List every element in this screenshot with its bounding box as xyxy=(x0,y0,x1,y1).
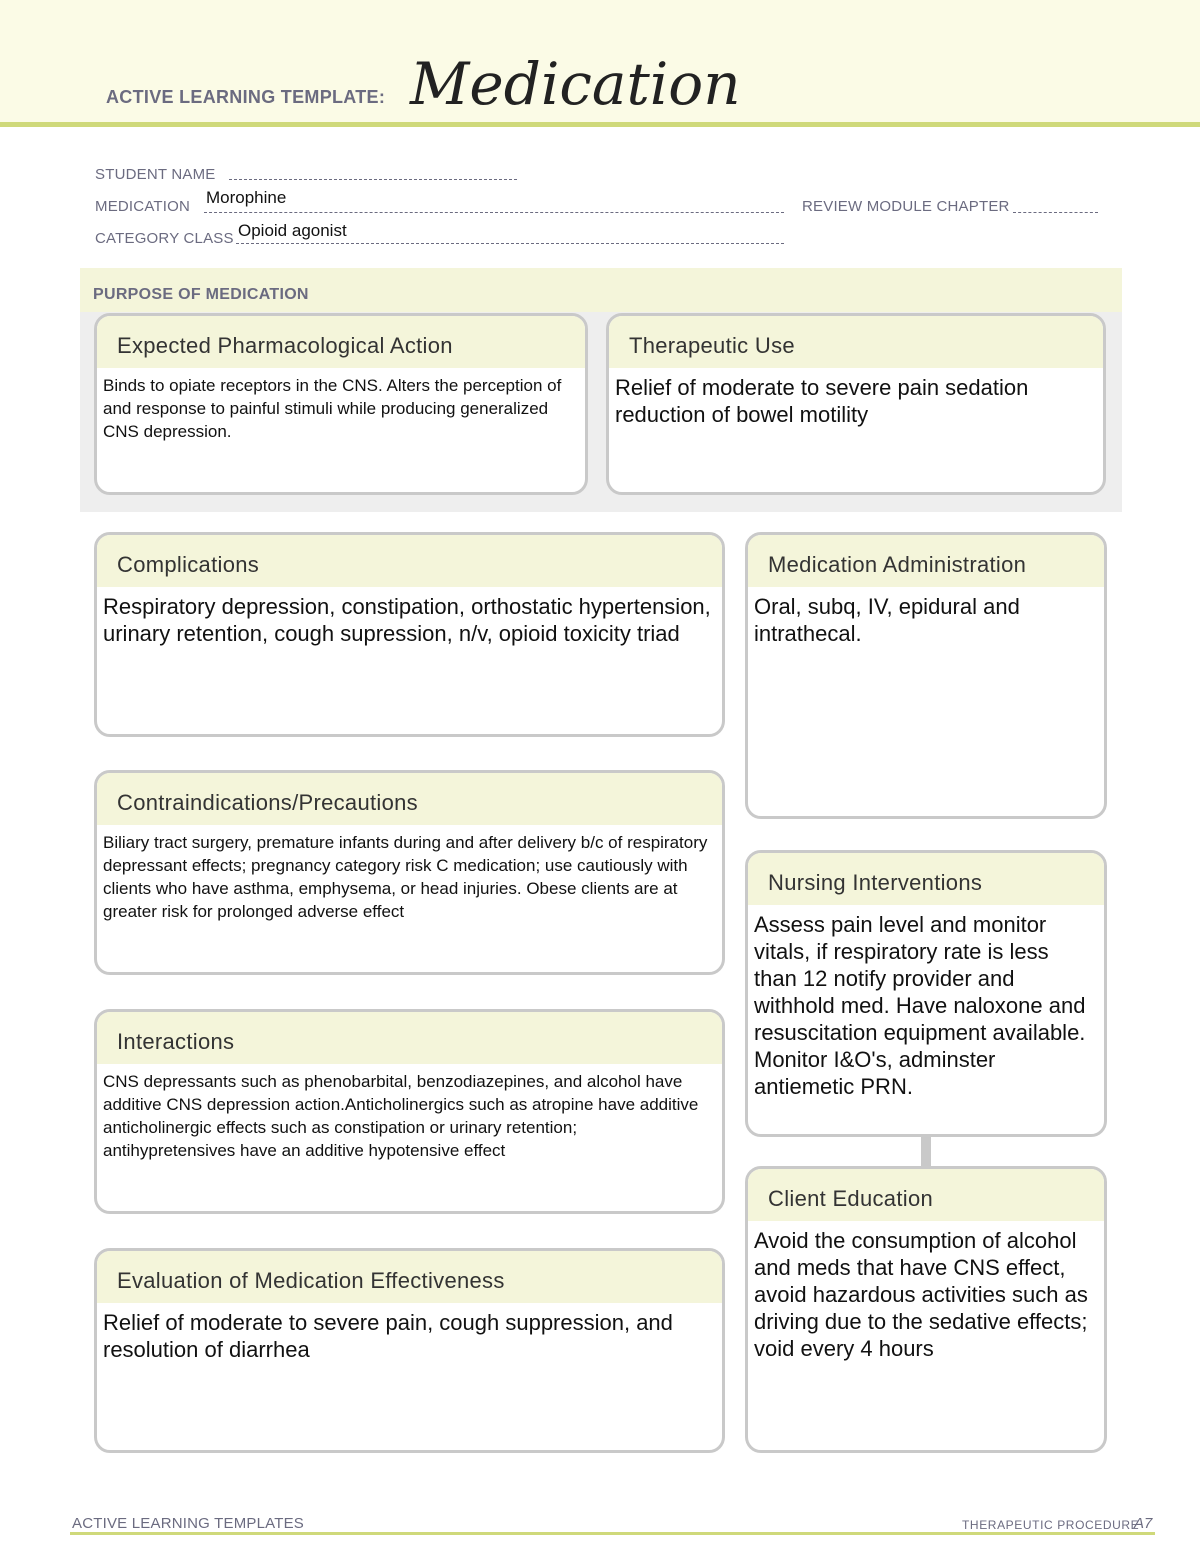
contraindications-title: Contraindications/Precautions xyxy=(97,773,722,825)
client-education-title: Client Education xyxy=(748,1169,1104,1221)
complications-card xyxy=(94,532,725,737)
purpose-label: PURPOSE OF MEDICATION xyxy=(93,286,309,303)
nursing-interventions-text[interactable]: Assess pain level and monitor vitals, if respiratory rate is less than 12 notify provider and withhold med. Have naloxone and resuscitation equipment available. Monitor I&O's, adminster antiemetic PRN. xyxy=(754,912,1086,1099)
medication-label: MEDICATION xyxy=(95,198,191,215)
medication-administration-text[interactable]: Oral, subq, IV, epidural and intrathecal. xyxy=(754,594,1020,646)
complications-text[interactable]: Respiratory depression, constipation, orthostatic hypertension, urinary retention, cough supression, n/v, opioid toxicity triad xyxy=(103,594,711,646)
category-class-field[interactable]: Opioid agonist xyxy=(238,221,347,240)
footer-section-label: THERAPEUTIC PROCEDURE xyxy=(962,1518,1140,1532)
medication-administration-title: Medication Administration xyxy=(748,535,1104,587)
nursing-interventions-title: Nursing Interventions xyxy=(748,853,1104,905)
evaluation-text[interactable]: Relief of moderate to severe pain, cough suppression, and resolution of diarrhea xyxy=(103,1310,673,1362)
interactions-title: Interactions xyxy=(97,1012,722,1064)
client-education-text[interactable]: Avoid the consumption of alcohol and meds that have CNS effect, avoid hazardous activities such as driving due to the sedative effects; void every 4 hours xyxy=(754,1228,1088,1361)
medication-line xyxy=(204,212,784,213)
interactions-text[interactable]: CNS depressants such as phenobarbital, benzodiazepines, and alcohol have additive CNS depression action.Anticholinergics such as atropine have additive anticholinergic effects such as constipation or urinary retention; antihypretensives have an additive hypotensive effect xyxy=(103,1072,699,1160)
template-label: ACTIVE LEARNING TEMPLATE: xyxy=(106,87,386,107)
footer-label: ACTIVE LEARNING TEMPLATES xyxy=(72,1515,304,1532)
therapeutic-use-title: Therapeutic Use xyxy=(609,316,1103,368)
expected-action-text[interactable]: Binds to opiate receptors in the CNS. Alters the perception of and response to painful stimuli while producing generalized CNS depression. xyxy=(103,376,562,441)
student-name-label: STUDENT NAME xyxy=(95,166,216,183)
evaluation-card xyxy=(94,1248,725,1453)
evaluation-title: Evaluation of Medication Effectiveness xyxy=(97,1251,722,1303)
expected-action-title: Expected Pharmacological Action xyxy=(97,316,585,368)
category-class-line xyxy=(236,243,784,244)
contraindications-text[interactable]: Biliary tract surgery, premature infants during and after delivery b/c of respiratory depressant effects; pregnancy category risk C medication; use cautiously with clients who have asthma, emphysema, or head injuries. Obese clients are at greater risk for prolonged adverse effect xyxy=(103,833,708,921)
footer-divider xyxy=(70,1532,1155,1535)
review-module-label: REVIEW MODULE CHAPTER xyxy=(802,198,1010,215)
page-number: A7 xyxy=(1134,1515,1153,1532)
medication-field[interactable]: Morophine xyxy=(206,188,287,207)
contraindications-card xyxy=(94,770,725,975)
therapeutic-use-text[interactable]: Relief of moderate to severe pain sedation reduction of bowel motility xyxy=(615,375,1029,427)
category-class-label: CATEGORY CLASS xyxy=(95,230,234,247)
nursing-interventions-card xyxy=(745,850,1107,1137)
medication-administration-card xyxy=(745,532,1107,819)
therapeutic-use-card xyxy=(606,313,1106,495)
page-title: Medication xyxy=(410,50,741,118)
complications-title: Complications xyxy=(97,535,722,587)
student-name-line xyxy=(229,179,517,180)
review-module-line xyxy=(1013,212,1098,213)
interactions-card xyxy=(94,1009,725,1214)
section-connector xyxy=(921,1134,931,1168)
expected-action-card xyxy=(94,313,588,495)
client-education-card xyxy=(745,1166,1107,1453)
header-divider xyxy=(0,122,1200,127)
